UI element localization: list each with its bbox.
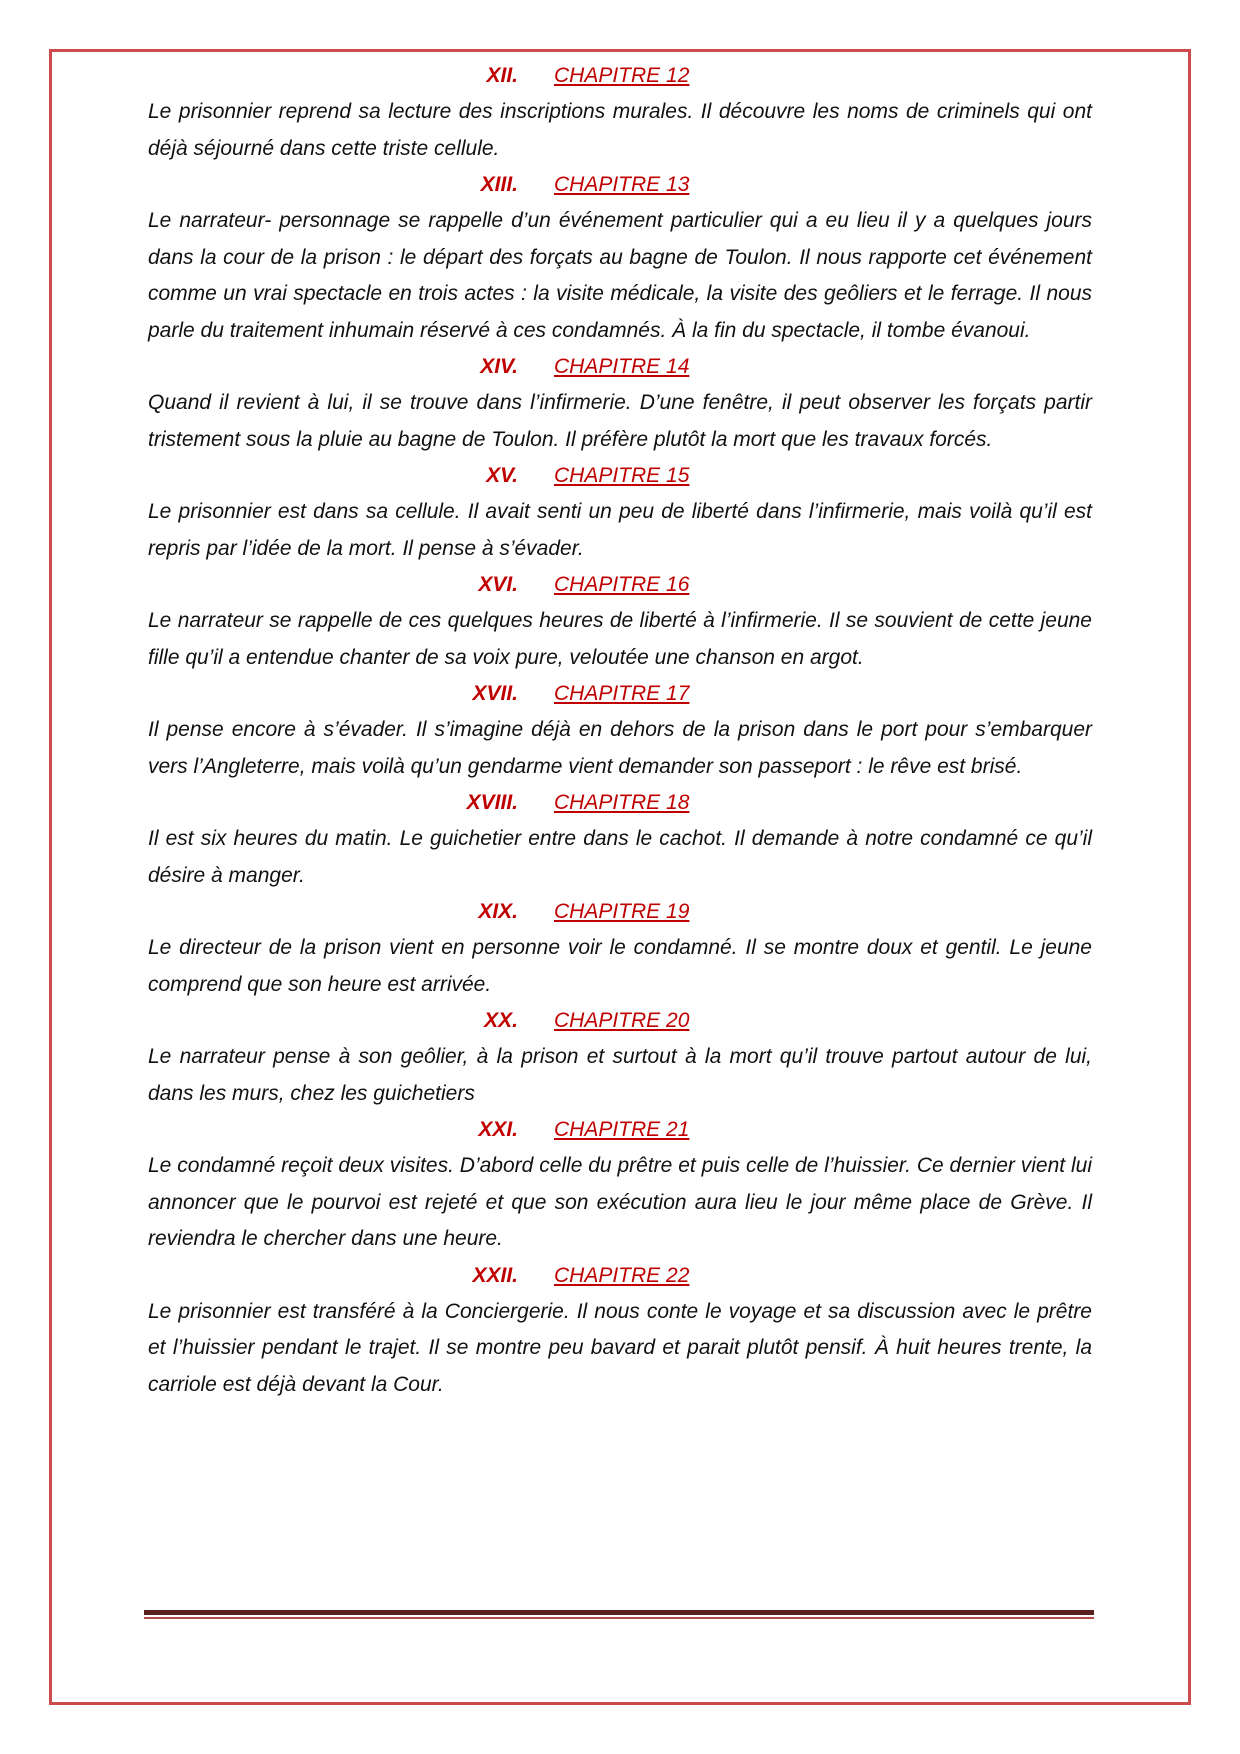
chapter-22-section bbox=[148, 1258, 1092, 1404]
chapter-heading bbox=[148, 167, 1092, 203]
chapter-title-link[interactable]: CHAPITRE 15 bbox=[554, 464, 690, 487]
chapter-title-link[interactable]: CHAPITRE 13 bbox=[554, 173, 690, 196]
chapter-title-link[interactable]: CHAPITRE 20 bbox=[554, 1009, 690, 1032]
chapter-number: XVIII. bbox=[466, 791, 518, 814]
chapter-heading bbox=[148, 349, 1092, 385]
chapter-number: XVI. bbox=[478, 573, 518, 596]
chapter-number: XIII. bbox=[480, 173, 518, 196]
chapter-title-link[interactable]: CHAPITRE 12 bbox=[554, 64, 690, 87]
chapter-summary: Le narrateur- personnage se rappelle d’un événement particulier qui a eu lieu il y a quelques jours dans la cour de la prison : le départ des forçats au bagne de Toulon. Il nous rapporte cet événement comme un vrai spectacle en trois actes : la visite médicale, la visite des geôliers et le ferrage. Il nous parle du traitement inhumain réservé à ces condamnés. À la fin du spectacle, il tombe évanoui. bbox=[148, 209, 1092, 342]
chapter-number: XIX. bbox=[478, 900, 518, 923]
chapter-heading bbox=[148, 567, 1092, 603]
chapter-summary: Le prisonnier est transféré à la Conciergerie. Il nous conte le voyage et sa discussion avec le prêtre et l’huissier pendant le trajet. Il se montre peu bavard et parait plutôt pensif. À huit heures trente, la carriole est déjà devant la Cour. bbox=[148, 1299, 1092, 1396]
chapter-number: XVII. bbox=[472, 682, 518, 705]
chapter-heading bbox=[148, 1003, 1092, 1039]
chapter-number: XXI. bbox=[478, 1118, 518, 1141]
chapter-summaries bbox=[148, 58, 1092, 1403]
chapter-16-section bbox=[148, 567, 1092, 676]
footer-divider bbox=[144, 1610, 1094, 1619]
chapter-number: XII. bbox=[486, 64, 518, 87]
chapter-summary: Quand il revient à lui, il se trouve dans l’infirmerie. D’une fenêtre, il peut observer les forçats partir tristement sous la pluie au bagne de Toulon. Il préfère plutôt la mort que les travaux forcés. bbox=[148, 391, 1092, 451]
chapter-heading bbox=[148, 894, 1092, 930]
chapter-number: XX. bbox=[484, 1009, 518, 1032]
chapter-12-section bbox=[148, 58, 1092, 167]
chapter-summary: Le narrateur se rappelle de ces quelques heures de liberté à l’infirmerie. Il se souvient de cette jeune fille qu’il a entendue chanter de sa voix pure, veloutée une chanson en argot. bbox=[148, 609, 1092, 669]
chapter-17-section bbox=[148, 676, 1092, 785]
chapter-title-link[interactable]: CHAPITRE 19 bbox=[554, 900, 690, 923]
chapter-21-section bbox=[148, 1112, 1092, 1258]
chapter-18-section bbox=[148, 785, 1092, 894]
chapter-number: XXII. bbox=[472, 1263, 518, 1287]
footer-divider-thin-line bbox=[144, 1617, 1094, 1619]
chapter-summary: Il pense encore à s’évader. Il s’imagine déjà en dehors de la prison dans le port pour s’embarquer vers l’Angleterre, mais voilà qu’un gendarme vient demander son passeport : le rêve est brisé. bbox=[148, 718, 1092, 778]
chapter-heading bbox=[148, 1112, 1092, 1148]
chapter-title-link[interactable]: CHAPITRE 17 bbox=[554, 682, 690, 705]
chapter-title-link[interactable]: CHAPITRE 21 bbox=[554, 1118, 690, 1141]
chapter-20-section bbox=[148, 1003, 1092, 1112]
chapter-13-section bbox=[148, 167, 1092, 349]
chapter-15-section bbox=[148, 458, 1092, 567]
chapter-number: XIV. bbox=[480, 355, 518, 378]
chapter-heading bbox=[148, 58, 1092, 94]
chapter-summary: Il est six heures du matin. Le guichetier entre dans le cachot. Il demande à notre condamné ce qu’il désire à manger. bbox=[148, 827, 1092, 887]
chapter-14-section bbox=[148, 349, 1092, 458]
chapter-heading bbox=[148, 458, 1092, 494]
chapter-summary: Le prisonnier reprend sa lecture des inscriptions murales. Il découvre les noms de criminels qui ont déjà séjourné dans cette triste cellule. bbox=[148, 100, 1092, 160]
chapter-title-link[interactable]: CHAPITRE 22 bbox=[554, 1263, 690, 1287]
chapter-title-link[interactable]: CHAPITRE 14 bbox=[554, 355, 690, 378]
chapter-heading bbox=[148, 1258, 1092, 1294]
chapter-title-link[interactable]: CHAPITRE 18 bbox=[554, 791, 690, 814]
chapter-summary: Le condamné reçoit deux visites. D’abord celle du prêtre et puis celle de l’huissier. Ce dernier vient lui annoncer que le pourvoi est rejeté et que son exécution aura lieu le jour même place de Grève. Il reviendra le chercher dans une heure. bbox=[148, 1154, 1092, 1250]
chapter-summary: Le directeur de la prison vient en personne voir le condamné. Il se montre doux et gentil. Le jeune comprend que son heure est arrivée. bbox=[148, 936, 1092, 996]
chapter-title-link[interactable]: CHAPITRE 16 bbox=[554, 573, 690, 596]
chapter-heading bbox=[148, 785, 1092, 821]
chapter-summary: Le prisonnier est dans sa cellule. Il avait senti un peu de liberté dans l’infirmerie, mais voilà qu’il est repris par l’idée de la mort. Il pense à s’évader. bbox=[148, 500, 1092, 560]
footer-divider-thick-line bbox=[144, 1610, 1094, 1615]
chapter-19-section bbox=[148, 894, 1092, 1003]
chapter-summary: Le narrateur pense à son geôlier, à la prison et surtout à la mort qu’il trouve partout autour de lui, dans les murs, chez les guichetiers bbox=[148, 1045, 1092, 1105]
chapter-heading bbox=[148, 676, 1092, 712]
chapter-number: XV. bbox=[486, 464, 518, 487]
